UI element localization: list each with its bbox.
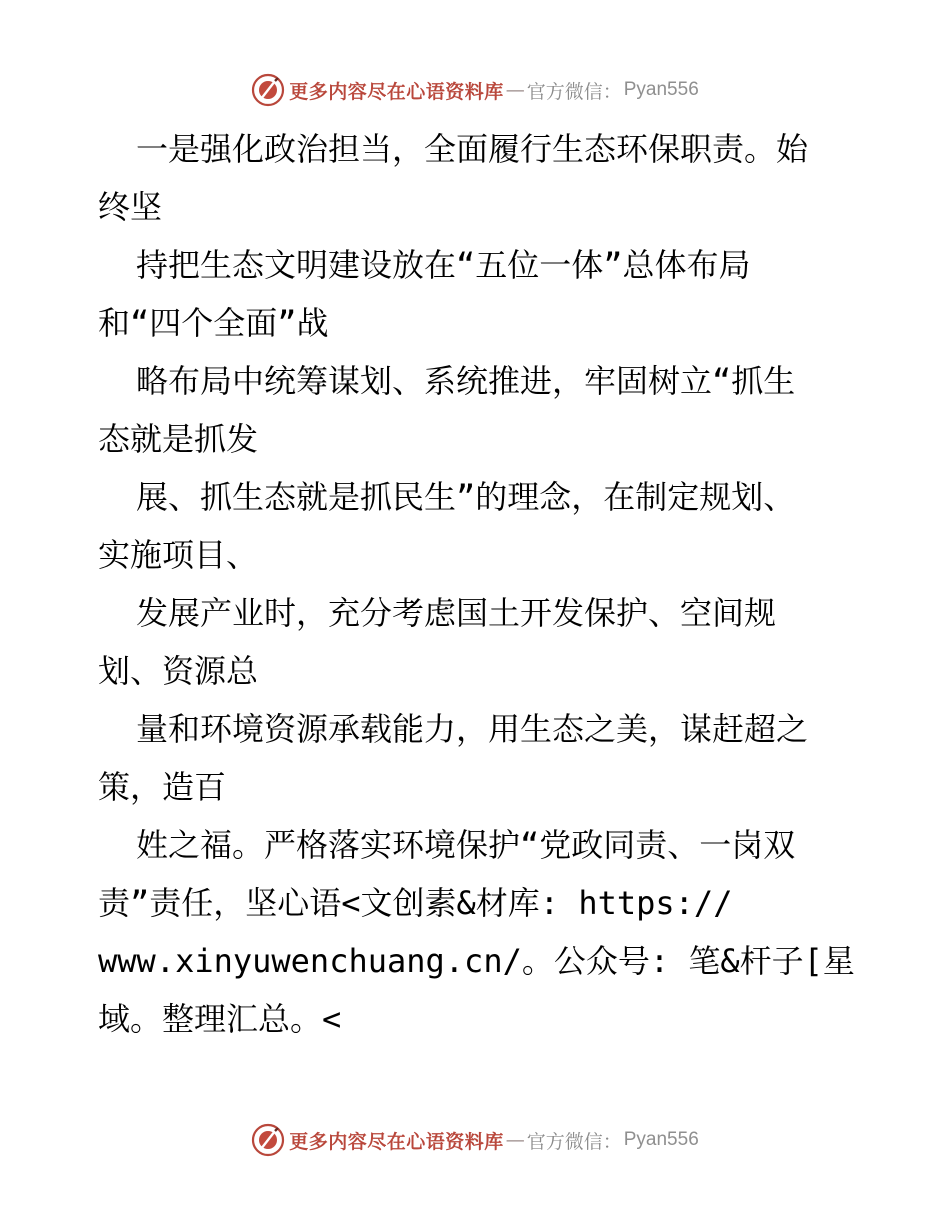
banner-wechat-id: Pyan556 bbox=[623, 79, 699, 100]
brand-logo-icon bbox=[251, 1123, 285, 1157]
banner-text: 更多内容尽在心语资料库 bbox=[289, 80, 504, 103]
body-line: 量和环境资源承载能力，用生态之美，谋赶超之 bbox=[136, 710, 809, 748]
document-body bbox=[98, 120, 898, 1048]
body-line: 和“四个全面”战 bbox=[98, 304, 329, 342]
body-line: 略布局中统筹谋划、系统推进，牢固树立“抓生 bbox=[136, 362, 796, 400]
body-line: 实施项目、 bbox=[98, 536, 259, 574]
body-line: 策，造百 bbox=[98, 768, 227, 806]
banner-separator: — bbox=[505, 1129, 525, 1151]
banner-text: 更多内容尽在心语资料库 bbox=[289, 1130, 504, 1153]
banner-separator: — bbox=[505, 79, 525, 101]
body-line: 划、资源总 bbox=[98, 652, 259, 690]
header-banner bbox=[0, 70, 950, 110]
brand-logo-icon bbox=[251, 73, 285, 107]
banner-wechat-label: 官方微信： bbox=[526, 80, 622, 103]
body-line: 姓之福。严格落实环境保护“党政同责、一岗双 bbox=[136, 826, 796, 864]
body-line: 一是强化政治担当，全面履行生态环保职责。始 bbox=[136, 130, 809, 168]
body-line: 态就是抓发 bbox=[98, 420, 259, 458]
body-line: www.xinyuwenchuang.cn/。公众号: 笔&杆子[星 bbox=[98, 942, 855, 980]
body-line: 域。整理汇总。< bbox=[98, 1000, 342, 1038]
footer-banner bbox=[0, 1120, 950, 1160]
body-line: 责”责任，坚心语<文创素&材库: https:// bbox=[98, 884, 733, 922]
body-line: 发展产业时，充分考虑国土开发保护、空间规 bbox=[136, 594, 777, 632]
banner-wechat-id: Pyan556 bbox=[623, 1129, 699, 1150]
body-line: 展、抓生态就是抓民生”的理念，在制定规划、 bbox=[136, 478, 796, 516]
body-line: 持把生态文明建设放在“五位一体”总体布局 bbox=[136, 246, 751, 284]
banner-wechat-label: 官方微信： bbox=[526, 1130, 622, 1153]
body-line: 终坚 bbox=[98, 188, 163, 226]
